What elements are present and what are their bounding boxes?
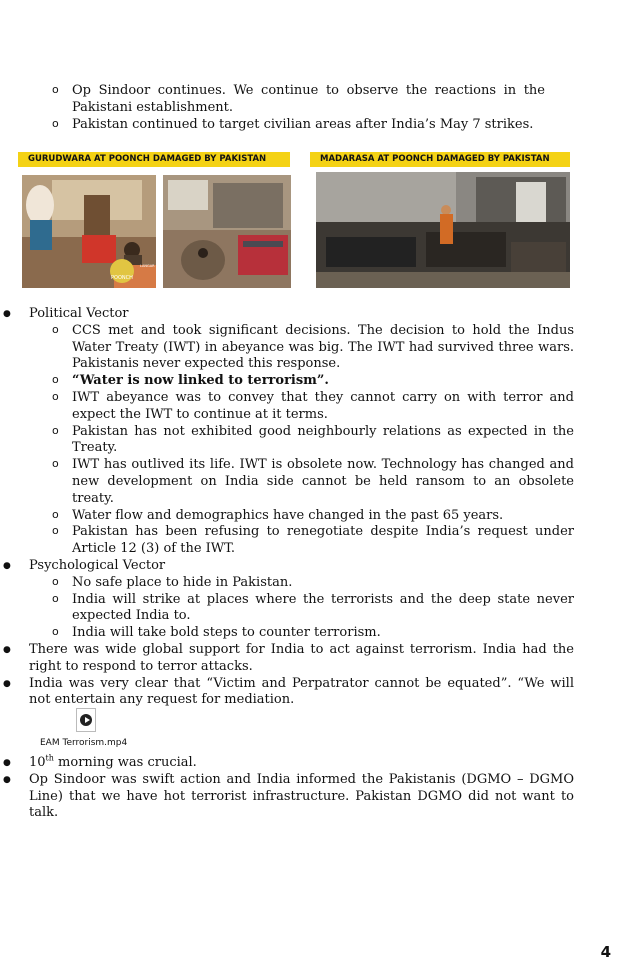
tenth-suffix: th [45, 753, 54, 763]
caption-gurudwara: GURUDWARA AT POONCH DAMAGED BY PAKISTAN [18, 152, 290, 167]
list-item: o Water flow and demographics have changed in the past 65 years. [0, 508, 574, 525]
list-item: o IWT has outlived its life. IWT is obsolete now. Technology has changed and new development on India side cannot be held ransom to an obsolete treaty. [0, 457, 574, 507]
bullet-india-clear: ● India was very clear that “Victim and Perpatrator cannot be equated”. “We will not entertain any request for mediation. [29, 676, 574, 710]
poonch-badge-label: POONCH [111, 275, 133, 281]
closing-bullet-list [0, 755, 574, 822]
bullet-op-sindoor: ● Op Sindoor was swift action and India informed the Pakistanis (DGMO – DGMO Line) that we have hot terrorist infrastructure. Pakistan DGMO did not want to talk. [29, 772, 574, 822]
list-item: o India will take bold steps to counter terrorism. [0, 625, 574, 642]
bullet-tenth-morning [29, 755, 574, 772]
photo-madarasa-damage-art [316, 172, 570, 288]
video-file-icon[interactable] [76, 708, 96, 732]
list-item: o India will strike at places where the terrorists and the deep state never expected India to. [0, 592, 574, 626]
caption-madarasa: MADARASA AT POONCH DAMAGED BY PAKISTAN [310, 152, 570, 167]
list-item: o Pakistan has been refusing to renegotiate despite India’s request under Article 12 (3) of the IWT. [0, 524, 574, 558]
bullet-political-vector [29, 306, 574, 558]
main-bullet-list [0, 306, 574, 709]
psychological-sub-list [0, 575, 574, 642]
list-item: o Pakistan has not exhibited good neighbourly relations as expected in the Treaty. [0, 424, 574, 458]
langar-badge-label: LANGAR [140, 264, 155, 268]
list-item: o No safe place to hide in Pakistan. [0, 575, 574, 592]
photo-madarasa-damage [316, 172, 570, 288]
tenth-number: 10 [29, 755, 46, 770]
play-icon [80, 714, 92, 726]
list-item [0, 373, 574, 390]
list-item: o Op Sindoor continues. We continue to observe the reactions in the Pakistani establishment. [0, 83, 545, 117]
list-item: o Pakistan continued to target civilian areas after India’s May 7 strikes. [0, 117, 545, 134]
page-number: 4 [600, 943, 611, 961]
bullet-psychological-vector [29, 558, 574, 642]
political-sub-list [0, 323, 574, 558]
political-vector-heading: Political Vector [29, 306, 129, 321]
water-terror-quote: “Water is now linked to terrorism”. [72, 373, 329, 389]
top-sub-list [0, 83, 545, 133]
bullet-global-support: ● There was wide global support for India to act against terrorism. India had the right to respond to terror attacks. [29, 642, 574, 676]
photo-strip [18, 152, 570, 290]
tenth-text: morning was crucial. [53, 755, 197, 770]
list-item: o CCS met and took significant decisions. The decision to hold the Indus Water Treaty (IWT) in abeyance was big. The IWT had survived three wars. Pakistanis never expected this response. [0, 323, 574, 373]
photo-gurudwara-damage [163, 175, 291, 288]
photo-gurudwara-interior-art [22, 175, 156, 288]
psychological-vector-heading: Psychological Vector [29, 557, 166, 573]
photo-gurudwara-damage-art [163, 175, 291, 288]
attachment-filename[interactable]: EAM Terrorism.mp4 [40, 738, 128, 748]
photo-gurudwara-interior [22, 175, 156, 288]
list-item: o IWT abeyance was to convey that they cannot carry on with terror and expect the IWT to continue at it terms. [0, 390, 574, 424]
